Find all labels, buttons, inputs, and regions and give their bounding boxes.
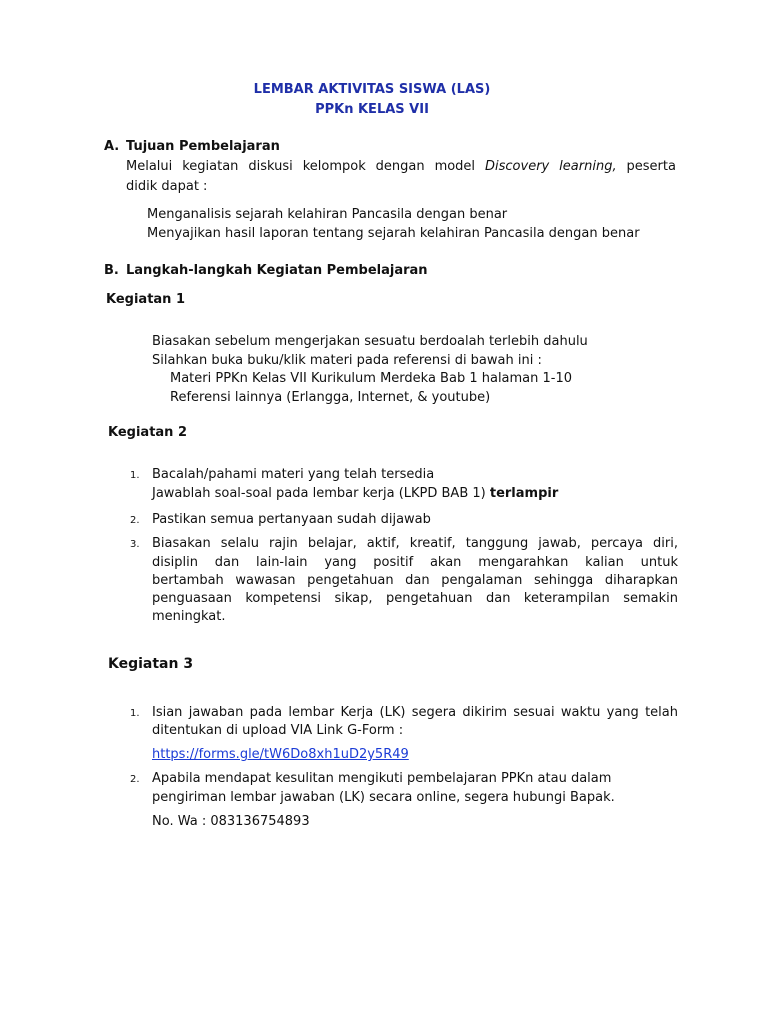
list-number: 1. [130, 708, 140, 719]
kegiatan-3-item-2-line1: Apabila mendapat kesulitan mengikuti pembelajaran PPKn atau dalam [152, 771, 612, 786]
kegiatan-2-item-1-line1: Bacalah/pahami materi yang telah tersedia [152, 467, 435, 482]
section-a-heading: Tujuan Pembelajaran [126, 139, 280, 154]
goal-item: Menganalisis sejarah kelahiran Pancasila dengan benar [147, 207, 508, 222]
contact-number: No. Wa : 083136754893 [152, 814, 310, 829]
kegiatan-3-item-1-line1: Isian jawaban pada lembar Kerja (LK) segera dikirim sesuai waktu yang telah [152, 705, 678, 720]
kegiatan-2-item-3-line: disiplin dan lain-lain yang positif akan mengarahkan kalian untuk [152, 555, 678, 570]
list-number: 1. [130, 470, 140, 481]
list-number: 3. [130, 539, 140, 550]
kegiatan-2-item-3-line: Biasakan selalu rajin belajar, aktif, kreatif, tanggung jawab, percaya diri, [152, 536, 678, 551]
section-b-letter: B. [104, 263, 119, 278]
document-title: LEMBAR AKTIVITAS SISWA (LAS) [253, 82, 491, 97]
kegiatan-2-item-1-line2 [152, 484, 558, 503]
section-a-intro [126, 157, 676, 176]
kegiatan-2-item-3-line: meningkat. [152, 609, 226, 624]
kegiatan-1-ref: Referensi lainnya (Erlangga, Internet, & youtube) [170, 390, 491, 405]
section-a-intro-line2: didik dapat : [126, 179, 208, 194]
kegiatan-2-heading: Kegiatan 2 [108, 425, 188, 440]
kegiatan-3-item-1-line2: ditentukan di upload VIA Link G-Form : [152, 723, 404, 738]
kegiatan-1-line: Biasakan sebelum mengerjakan sesuatu berdoalah terlebih dahulu [152, 334, 588, 349]
list-number: 2. [130, 515, 140, 526]
document-subtitle: PPKn KELAS VII [315, 102, 429, 117]
gform-link[interactable]: https://forms.gle/tW6Do8xh1uD2y5R49 [152, 747, 409, 762]
intro-text-2: peserta [626, 159, 676, 174]
kegiatan-3-heading: Kegiatan 3 [108, 656, 194, 672]
list-number: 2. [130, 774, 140, 785]
kegiatan-2-item-3-line: bertambah wawasan pengetahuan dan pengalaman sehingga diharapkan [152, 573, 678, 588]
item-text: Jawablah soal-soal pada lembar kerja (LKPD BAB 1) [152, 486, 486, 501]
section-a-letter: A. [104, 139, 120, 154]
terlampir-label: terlampir [489, 486, 559, 501]
intro-italic: Discovery learning, [485, 159, 617, 174]
kegiatan-1-heading: Kegiatan 1 [106, 292, 186, 307]
section-b-heading: Langkah-langkah Kegiatan Pembelajaran [126, 263, 428, 278]
kegiatan-2-item-2: Pastikan semua pertanyaan sudah dijawab [152, 512, 431, 527]
kegiatan-3-item-2-line2: pengiriman lembar jawaban (LK) secara online, segera hubungi Bapak. [152, 790, 615, 805]
kegiatan-2-item-3-line: penguasaan kompetensi sikap, pengetahuan dan keterampilan semakin [152, 591, 678, 606]
kegiatan-1-line: Silahkan buka buku/klik materi pada referensi di bawah ini : [152, 353, 542, 368]
goal-item: Menyajikan hasil laporan tentang sejarah kelahiran Pancasila dengan benar [147, 226, 640, 241]
intro-text-1: Melalui kegiatan diskusi kelompok dengan model [126, 159, 476, 174]
kegiatan-1-ref: Materi PPKn Kelas VII Kurikulum Merdeka Bab 1 halaman 1-10 [170, 371, 573, 386]
